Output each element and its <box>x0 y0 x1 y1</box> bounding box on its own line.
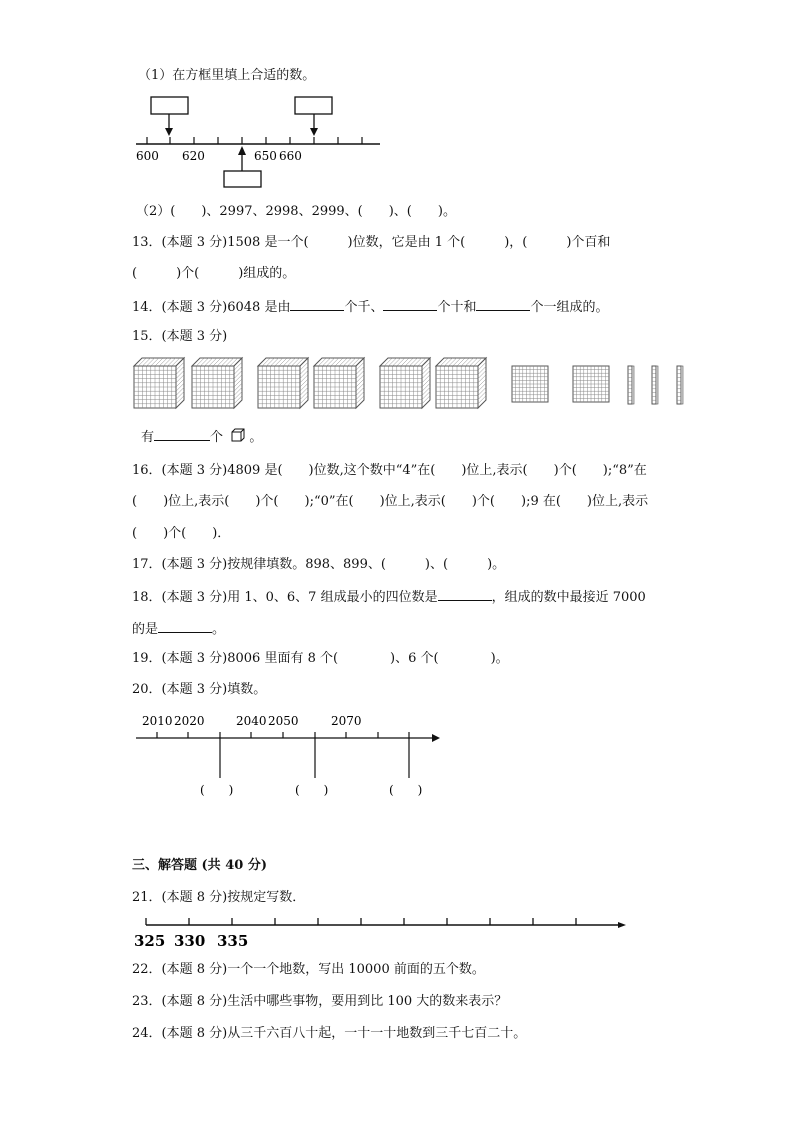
q13-line1: 13．(本题 3 分)1508 是一个( )位数，它是由 1 个( )，( )个百和 <box>132 235 611 250</box>
q12-part2-text: （2）( )、2997、2998、2999、( )、( )。 <box>136 204 456 219</box>
q13-line2: ( )个( )组成的。 <box>132 266 296 281</box>
base-ten-blocks <box>130 354 690 412</box>
unit-cube-icon <box>231 428 245 442</box>
tick-label-600: 600 <box>136 149 159 163</box>
q21-text: 21．(本题 8 分)按规定写数． <box>132 890 306 905</box>
q14-blank-thousands[interactable] <box>290 298 344 311</box>
block-stroke <box>632 366 634 404</box>
q14-line <box>132 298 609 316</box>
q20-blank-2: ( ) <box>295 783 329 797</box>
q20-blank-3: ( ) <box>389 783 423 797</box>
q16-line3: ( )个( )． <box>132 526 231 541</box>
q18-text-4: 。 <box>212 622 226 637</box>
q12-part1-text: （1）在方框里填上合适的数。 <box>138 68 316 83</box>
q21-label-330: 330 <box>174 932 206 950</box>
q14-text-4: 个一组成的。 <box>530 300 609 315</box>
q19-text: 19．(本题 3 分)8006 里面有 8 个( )、6 个( )。 <box>132 651 509 666</box>
q21-label-325: 325 <box>134 932 166 950</box>
q18-blank-closest[interactable] <box>158 620 212 633</box>
tick-label-620: 620 <box>182 149 205 163</box>
q15-answer-line <box>141 428 262 446</box>
section3-heading: 三、解答题 (共 40 分) <box>132 858 267 873</box>
answer-box-620 <box>151 97 188 114</box>
q17-text: 17．(本题 3 分)按规律填数。898、899、( )、( )。 <box>132 557 506 572</box>
q23-text: 23．(本题 8 分)生活中哪些事物，要用到比 100 大的数来表示？ <box>132 994 508 1009</box>
q14-text-1: 14．(本题 3 分)6048 是由 <box>132 300 291 315</box>
q20-title: 20．(本题 3 分)填数。 <box>132 682 267 697</box>
q20-blank-1: ( ) <box>200 783 234 797</box>
q16-line1: 16．(本题 3 分)4809 是( )位数,这个数中“4”在( )位上,表示( )个( );“8”在 <box>132 463 647 478</box>
q20-label-2040: 2040 <box>236 714 267 728</box>
q14-blank-tens[interactable] <box>383 298 437 311</box>
q16-line2: ( )位上,表示( )个( );“0”在( )位上,表示( )个( );9 在( )位上,表示 <box>132 494 649 509</box>
q18-text-2: ，组成的数中最接近 7000 <box>491 590 646 605</box>
q20-label-2050: 2050 <box>268 714 299 728</box>
tick-label-660: 660 <box>279 149 302 163</box>
q18-blank-smallest[interactable] <box>438 588 492 601</box>
q14-text-3: 个十和 <box>437 300 477 315</box>
q18-text-3: 的是 <box>132 622 159 637</box>
q15-title: 15．(本题 3 分) <box>132 329 228 344</box>
tick-label-650: 650 <box>254 149 277 163</box>
q20-label-2070: 2070 <box>331 714 362 728</box>
q18-text-1: 18．(本题 3 分)用 1、0、6、7 组成最小的四位数是 <box>132 590 438 605</box>
q18-line1 <box>132 588 646 606</box>
q15-ans-suffix: 个 <box>210 430 224 445</box>
answer-box-670 <box>295 97 332 114</box>
q15-answer-blank[interactable] <box>154 428 210 441</box>
q24-text: 24．(本题 8 分)从三千六百八十起，一十一十地数到三千七百二十。 <box>132 1026 527 1041</box>
q18-line2 <box>132 620 225 638</box>
q15-ans-end: 。 <box>249 430 263 445</box>
q15-ans-prefix: 有 <box>141 430 155 445</box>
block-stroke <box>681 366 683 404</box>
q20-label-2010: 2010 <box>142 714 173 728</box>
q22-text: 22．(本题 8 分)一个一个地数，写出 10000 前面的五个数。 <box>132 962 485 977</box>
q21-number-line <box>130 912 630 952</box>
q14-text-2: 个千、 <box>344 300 384 315</box>
q12-number-line <box>130 92 390 192</box>
q20-label-2020: 2020 <box>174 714 205 728</box>
answer-box-bottom <box>224 171 261 187</box>
q20-number-line <box>130 708 450 804</box>
q21-label-335: 335 <box>217 932 249 950</box>
block-stroke <box>656 366 658 404</box>
q14-blank-ones[interactable] <box>476 298 530 311</box>
